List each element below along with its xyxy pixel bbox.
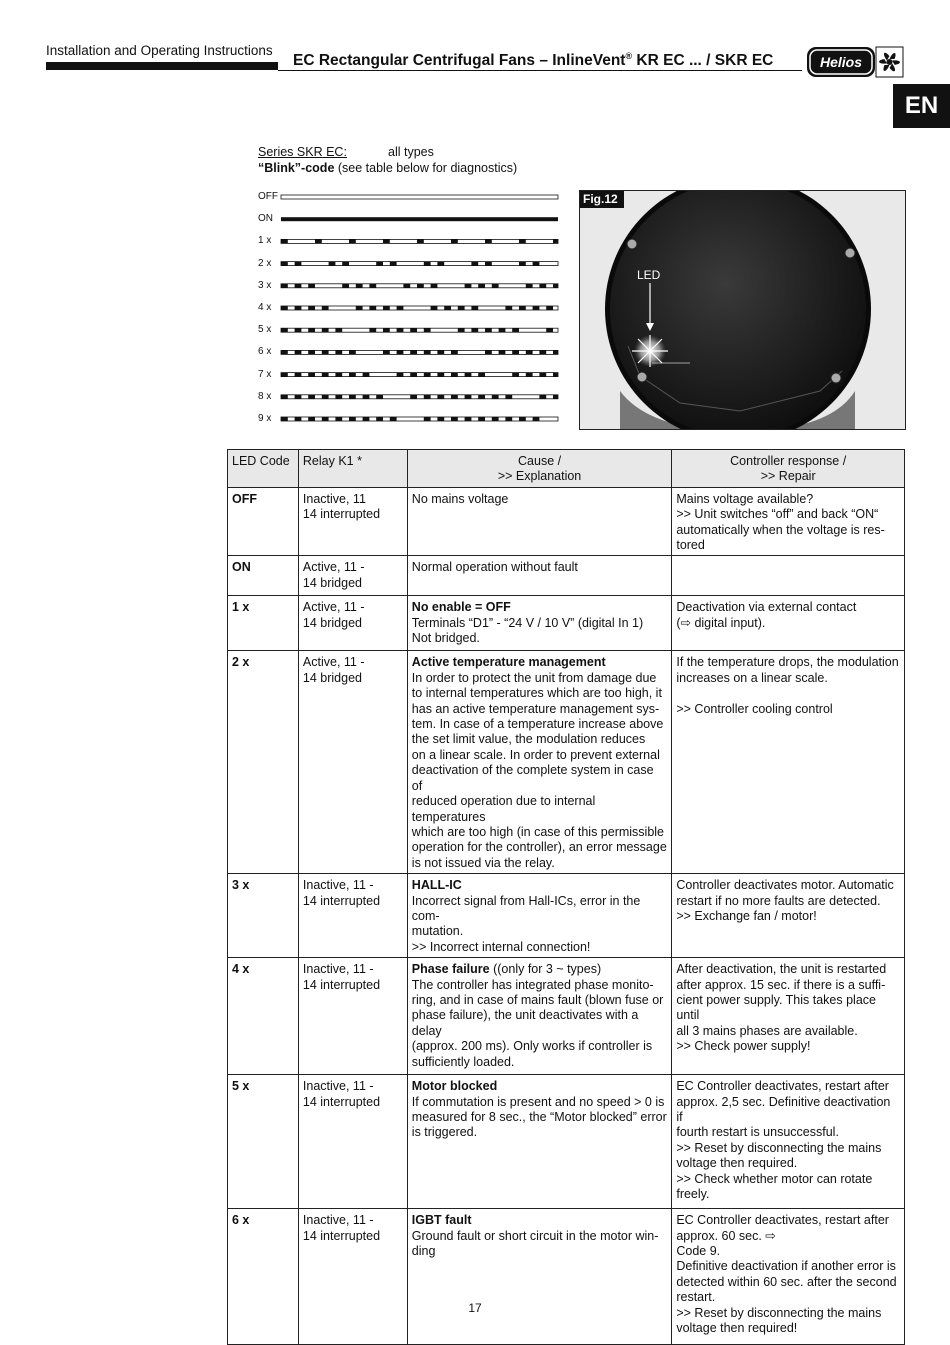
on-bar	[281, 217, 558, 221]
cause-title: Active temperature management	[411, 655, 606, 670]
blink-pulse	[410, 350, 417, 354]
blink-pulse	[424, 395, 431, 399]
cause-title: Motor blocked	[411, 1079, 498, 1094]
blink-pulse	[471, 306, 478, 310]
blink-pulse	[349, 239, 356, 243]
blink-pulse	[492, 395, 499, 399]
blink-pulse	[315, 239, 322, 243]
blink-pulse	[295, 417, 302, 421]
led-code-cell: 1 x	[228, 596, 299, 651]
blink-pulse	[417, 239, 424, 243]
blink-code-label: 2 x	[258, 257, 272, 269]
blink-pulse	[519, 417, 526, 421]
response-cell: Controller deactivates motor. Automatic restart if no more faults are detected. >> Exchange fan / motor!	[672, 874, 905, 958]
blink-pulse	[499, 328, 506, 332]
blink-pulse	[499, 350, 506, 354]
blink-pulse	[329, 262, 336, 266]
response-cell: After deactivation, the unit is restarted after approx. 15 sec. if there is a suffi- cient power supply. This takes place until all 3 mains phases are available. >> Check power supply!	[672, 958, 905, 1075]
cause-text: In order to protect the unit from damage due to internal temperatures which are too high, it has an active temperature management sys- tem. In case of a temperature increase above the set limit value, the modulation reduces on a linear scale. In order to prevent external deactivation of the complete system in case of reduced operation due to internal temperatures which are too high (in case of this permissible operation for the controller), an error message is not issued via the relay.	[411, 670, 667, 870]
blink-pulse	[451, 373, 458, 377]
blink-pattern	[281, 328, 558, 332]
blink-pulse	[546, 328, 553, 332]
cause-title: Phase failure ((only for 3 ~ types)	[411, 962, 602, 977]
blink-pulse	[553, 373, 558, 377]
blink-pulse	[281, 417, 288, 421]
blink-pulse	[322, 417, 329, 421]
relay-cell: Inactive, 11 - 14 interrupted	[298, 874, 407, 958]
blink-pattern	[281, 350, 558, 354]
blink-pulse	[295, 395, 302, 399]
cause-cell	[407, 651, 672, 874]
blink-pulse	[335, 328, 342, 332]
blink-pulse	[431, 284, 438, 288]
blink-pulse	[363, 373, 370, 377]
response-cell: EC Controller deactivates, restart after approx. 2,5 sec. Definitive deactivation if fourth restart is unsuccessful. >> Reset by disconnecting the mains voltage then required. >> Check whether motor can rotate freely.	[672, 1075, 905, 1209]
table-header-row	[228, 450, 905, 488]
blink-pulse	[403, 284, 410, 288]
blink-pattern	[281, 417, 558, 421]
table-row	[228, 556, 905, 596]
blink-pulse	[478, 417, 485, 421]
blink-code-label: ON	[258, 213, 273, 225]
header-cause: Cause / >> Explanation	[407, 450, 672, 488]
blink-pulse	[281, 350, 288, 354]
blink-pulse	[397, 373, 404, 377]
blink-pulse	[512, 328, 519, 332]
relay-cell: Inactive, 11 - 14 interrupted	[298, 1209, 407, 1345]
blink-pulse	[512, 350, 519, 354]
blink-pulse	[322, 350, 329, 354]
blink-pulse	[376, 395, 383, 399]
blink-pulse	[383, 350, 390, 354]
header-rule	[278, 70, 802, 71]
blink-pulse	[539, 395, 546, 399]
blink-pulse	[335, 373, 342, 377]
blink-pulse	[444, 306, 451, 310]
blink-pulse	[424, 328, 431, 332]
blink-pulse	[539, 350, 546, 354]
response-cell	[672, 556, 905, 596]
blink-pulse	[519, 239, 526, 243]
blink-pulse	[281, 284, 288, 288]
response-cell: Mains voltage available? >> Unit switches “off” and back “ON“ automatically when the voltage is res- tored	[672, 487, 905, 556]
cause-cell	[407, 596, 672, 651]
table-row	[228, 874, 905, 958]
blink-pulse	[383, 328, 390, 332]
blink-pattern	[281, 239, 558, 243]
led-label: LED	[637, 268, 661, 282]
blink-pulse	[335, 395, 342, 399]
blink-pulse	[465, 417, 472, 421]
blink-pulse	[295, 306, 302, 310]
blink-pulse	[390, 262, 397, 266]
blink-pulse	[308, 350, 315, 354]
relay-cell: Inactive, 11 14 interrupted	[298, 487, 407, 556]
table-row	[228, 1209, 905, 1345]
blink-pulse	[424, 417, 431, 421]
blink-pulse	[526, 284, 533, 288]
document-type: Installation and Operating Instructions	[46, 43, 273, 58]
blink-pulse	[431, 306, 438, 310]
led-code-cell: 3 x	[228, 874, 299, 958]
table-row	[228, 596, 905, 651]
blink-code-label: 9 x	[258, 413, 272, 424]
header-response: Controller response / >> Repair	[672, 450, 905, 488]
led-code-cell: 5 x	[228, 1075, 299, 1209]
response-cell: Deactivation via external contact (⇨ digital input).	[672, 596, 905, 651]
blink-pulse	[553, 395, 558, 399]
blink-pulse	[281, 328, 288, 332]
off-bar	[281, 262, 558, 266]
blink-pulse	[376, 417, 383, 421]
blink-pattern	[281, 306, 558, 310]
blink-pulse	[533, 262, 540, 266]
blink-pulse	[397, 328, 404, 332]
blink-pattern	[281, 217, 558, 221]
cause-cell	[407, 958, 672, 1075]
blink-pulse	[369, 306, 376, 310]
blink-pulse	[308, 417, 315, 421]
blink-pulse	[553, 239, 558, 243]
cause-text: Incorrect signal from Hall-ICs, error in the com- mutation. >> Incorrect internal connection!	[411, 893, 641, 954]
blink-code-label: 3 x	[258, 279, 272, 291]
series-label: Series SKR EC:	[258, 145, 347, 159]
blink-pattern	[281, 195, 558, 199]
blink-pulse	[390, 417, 397, 421]
blink-pulse	[335, 417, 342, 421]
led-code-cell: 2 x	[228, 651, 299, 874]
header-bar	[46, 62, 278, 70]
blink-pulse	[553, 350, 558, 354]
blink-pulse	[281, 262, 288, 266]
blink-pulse	[308, 284, 315, 288]
blink-code-diagram	[258, 190, 563, 430]
blink-pulse	[465, 373, 472, 377]
blink-pulse	[458, 328, 465, 332]
blink-pulse	[322, 373, 329, 377]
blink-pulse	[485, 350, 492, 354]
blink-pulse	[485, 239, 492, 243]
page-number: 17	[468, 1301, 482, 1315]
figure-label: Fig.12	[580, 191, 624, 208]
blink-pulse	[356, 284, 363, 288]
blink-pulse	[512, 373, 519, 377]
blink-pulse	[376, 262, 383, 266]
relay-cell: Active, 11 - 14 bridged	[298, 651, 407, 874]
blink-pulse	[383, 306, 390, 310]
blink-code-lines	[258, 190, 563, 430]
blink-pulse	[383, 239, 390, 243]
blink-pulse	[492, 284, 499, 288]
blink-pulse	[424, 373, 431, 377]
blink-pulse	[471, 262, 478, 266]
blink-pulse	[410, 328, 417, 332]
blink-pulse	[295, 328, 302, 332]
blink-code-label: 7 x	[258, 368, 272, 380]
blink-pulse	[295, 262, 302, 266]
blink-pulse	[478, 395, 485, 399]
relay-cell: Inactive, 11 - 14 interrupted	[298, 958, 407, 1075]
diagnostics-table	[227, 449, 905, 1345]
table-row	[228, 487, 905, 556]
blink-pulse	[342, 262, 349, 266]
blink-pattern	[281, 395, 558, 399]
blink-pulse	[417, 284, 424, 288]
blink-pulse	[437, 417, 444, 421]
blink-pulse	[451, 395, 458, 399]
header-relay: Relay K1 *	[298, 450, 407, 488]
cause-cell	[407, 1209, 672, 1345]
cause-text: No mains voltage	[411, 491, 509, 506]
blink-pulse	[281, 373, 288, 377]
led-code-cell: 4 x	[228, 958, 299, 1075]
relay-cell: Active, 11 - 14 bridged	[298, 556, 407, 596]
blink-code-label: 5 x	[258, 324, 272, 336]
blink-pulse	[553, 284, 558, 288]
blink-pulse	[546, 306, 553, 310]
blink-pulse	[349, 373, 356, 377]
cause-cell	[407, 556, 672, 596]
cause-text: If commutation is present and no speed > 0 is measured for 8 sec., the “Motor blocked” error is triggered.	[411, 1094, 667, 1140]
controller-photo	[580, 191, 905, 429]
blink-pulse	[533, 417, 540, 421]
series-info	[258, 144, 517, 176]
blink-pulse	[458, 306, 465, 310]
blink-pulse	[356, 306, 363, 310]
blink-pulse	[519, 306, 526, 310]
led-code-cell: OFF	[228, 487, 299, 556]
cause-cell	[407, 1075, 672, 1209]
blink-pulse	[281, 395, 288, 399]
led-code-cell: 6 x	[228, 1209, 299, 1345]
blink-pulse	[335, 350, 342, 354]
blink-pulse	[349, 395, 356, 399]
figure-12	[579, 190, 906, 430]
cause-text: The controller has integrated phase monito- ring, and in case of mains fault (blown fuse or phase failure), the unit deactivates with a delay (approx. 200 ms). Only works if controller is sufficiently loaded.	[411, 977, 664, 1069]
blink-pulse	[526, 350, 533, 354]
blink-pulse	[342, 284, 349, 288]
blink-pulse	[349, 417, 356, 421]
cause-text: Normal operation without fault	[411, 560, 578, 575]
blink-pulse	[437, 373, 444, 377]
blink-pulse	[451, 239, 458, 243]
blink-pulse	[424, 350, 431, 354]
blink-pulse	[505, 306, 512, 310]
blink-pulse	[322, 395, 329, 399]
blink-pulse	[451, 350, 458, 354]
blink-pulse	[465, 395, 472, 399]
blink-code-label: 4 x	[258, 302, 272, 313]
blink-pattern	[281, 262, 558, 266]
blink-pulse	[281, 306, 288, 310]
blink-pulse	[451, 417, 458, 421]
blink-pulse	[465, 284, 472, 288]
blink-code-note: (see table below for diagnostics)	[334, 161, 518, 175]
led-code-cell: ON	[228, 556, 299, 596]
cause-title: IGBT fault	[411, 1213, 472, 1228]
blink-pattern	[281, 373, 558, 377]
blink-pulse	[308, 306, 315, 310]
blink-pulse	[533, 306, 540, 310]
blink-pulse	[485, 262, 492, 266]
series-value: all types	[388, 145, 434, 159]
relay-cell: Inactive, 11 - 14 interrupted	[298, 1075, 407, 1209]
table-row	[228, 958, 905, 1075]
blink-pulse	[485, 328, 492, 332]
blink-pulse	[526, 373, 533, 377]
cause-text: Ground fault or short circuit in the motor win- ding	[411, 1228, 659, 1258]
blink-pulse	[539, 373, 546, 377]
logo-text: Helios	[819, 54, 863, 70]
cause-cell	[407, 487, 672, 556]
table-row	[228, 1075, 905, 1209]
blink-pulse	[295, 350, 302, 354]
document-title: EC Rectangular Centrifugal Fans – InlineVent® KR EC ... / SKR EC	[293, 51, 774, 70]
cause-title: No enable = OFF	[411, 600, 511, 615]
blink-pulse	[505, 395, 512, 399]
table-row	[228, 651, 905, 874]
cause-title: HALL-IC	[411, 878, 462, 893]
blink-code-label: “Blink”-code	[258, 161, 335, 175]
relay-cell: Active, 11 - 14 bridged	[298, 596, 407, 651]
blink-pulse	[308, 373, 315, 377]
blink-pulse	[519, 262, 526, 266]
header-led-code: LED Code	[228, 450, 299, 488]
blink-pulse	[295, 373, 302, 377]
blink-pulse	[397, 306, 404, 310]
language-tab: EN	[893, 84, 950, 128]
blink-pulse	[478, 284, 485, 288]
blink-pulse	[295, 284, 302, 288]
blink-code-label: 8 x	[258, 390, 272, 402]
response-cell: EC Controller deactivates, restart after approx. 60 sec. ⇨ Code 9. Definitive deactivation if another error is detected within 60 sec. after the second restart. >> Reset by disconnecting the mains voltage then required!	[672, 1209, 905, 1345]
blink-pulse	[308, 328, 315, 332]
blink-code-label: OFF	[258, 191, 278, 202]
blink-code-label: 6 x	[258, 346, 272, 358]
blink-pulse	[471, 328, 478, 332]
blink-pulse	[369, 284, 376, 288]
blink-pulse	[410, 373, 417, 377]
blink-pulse	[363, 417, 370, 421]
blink-pulse	[539, 284, 546, 288]
blink-pulse	[437, 395, 444, 399]
blink-pulse	[281, 239, 288, 243]
blink-pattern	[281, 284, 558, 288]
blink-pulse	[322, 306, 329, 310]
cause-cell	[407, 874, 672, 958]
blink-pulse	[424, 262, 431, 266]
blink-pulse	[505, 417, 512, 421]
blink-pulse	[437, 350, 444, 354]
blink-pulse	[492, 417, 499, 421]
off-bar	[281, 195, 558, 199]
blink-pulse	[308, 395, 315, 399]
blink-pulse	[322, 328, 329, 332]
blink-pulse	[437, 262, 444, 266]
helios-logo	[806, 45, 904, 79]
blink-pulse	[363, 395, 370, 399]
blink-pulse	[369, 328, 376, 332]
blink-pulse	[349, 350, 356, 354]
blink-pulse	[478, 373, 485, 377]
blink-pulse	[410, 395, 417, 399]
response-cell: If the temperature drops, the modulation increases on a linear scale. >> Controller cooling control	[672, 651, 905, 874]
cause-text: Terminals “D1” - “24 V / 10 V” (digital In 1) Not bridged.	[411, 615, 644, 646]
blink-code-label: 1 x	[258, 235, 272, 247]
blink-pulse	[397, 350, 404, 354]
